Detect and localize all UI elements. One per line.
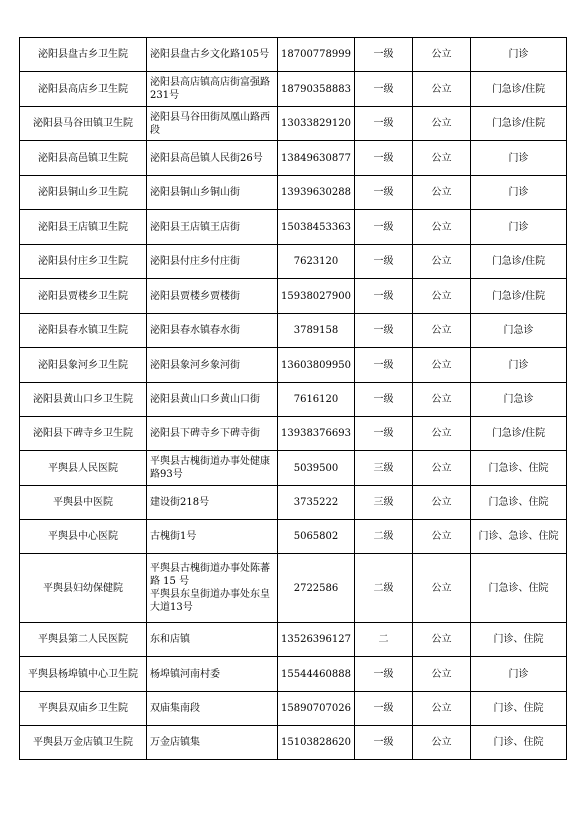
hospital-level: 一级 [373,49,394,60]
hospital-address-cell [147,348,278,383]
ownership-type-cell [413,314,471,348]
hospital-name: 平舆县杨埠镇中心卫生院 [28,668,138,680]
hospital-level: 一级 [373,703,394,714]
hospital-address-cell [147,417,278,451]
hospital-level-cell [355,38,413,72]
service-scope: 门诊 [508,359,529,371]
hospital-level: 二 [378,634,389,645]
hospital-name-cell [20,417,147,451]
service-scope-cell [471,657,567,692]
hospital-level-cell [355,314,413,348]
phone-number-cell [278,245,355,279]
hospital-address-cell [147,657,278,692]
hospital-address-cell [147,210,278,245]
hospital-level-cell [355,279,413,314]
phone-number: 3735222 [293,497,339,508]
phone-number-cell [278,554,355,623]
hospital-address: 双庙集南段 [150,703,200,714]
table-row [20,141,567,176]
hospital-level-cell [355,486,413,520]
phone-number-cell [278,38,355,72]
hospital-name: 平舆县妇幼保健院 [43,582,123,594]
hospital-address: 泌阳县王店镇王店街 [150,221,240,233]
hospital-name-cell [20,520,147,554]
hospital-address: 泌阳县高邑镇人民街26号 [150,152,263,164]
hospital-level: 一级 [373,737,394,748]
hospital-level-cell [355,554,413,623]
service-scope-cell [471,726,567,760]
phone-number-cell [278,107,355,141]
ownership-type: 公立 [431,152,452,164]
hospital-level: 一级 [373,221,394,233]
ownership-type-cell [413,38,471,72]
phone-number-cell [278,657,355,692]
hospital-address-cell [147,176,278,210]
phone-number-cell [278,176,355,210]
ownership-type-cell [413,520,471,554]
hospital-level: 一级 [373,83,394,95]
phone-number-cell [278,417,355,451]
hospital-level: 一级 [373,325,394,336]
hospital-name: 泌阳县高邑镇卫生院 [38,152,128,164]
ownership-type: 公立 [431,703,452,714]
service-scope: 门急诊、住院 [488,497,549,508]
phone-number: 15890707026 [281,703,351,714]
hospital-level: 一级 [373,152,394,164]
service-scope: 门急诊 [503,394,534,405]
service-scope: 门急诊/住院 [491,256,546,267]
phone-number-cell [278,348,355,383]
service-scope-cell [471,486,567,520]
hospital-level-cell [355,417,413,451]
hospital-address: 古槐街1号 [150,531,197,542]
hospital-address-cell [147,38,278,72]
hospital-name: 泌阳县马谷田镇卫生院 [33,118,133,129]
ownership-type-cell [413,107,471,141]
ownership-type: 公立 [431,221,452,233]
hospital-name: 泌阳县王店镇卫生院 [38,221,128,233]
hospital-level-cell [355,348,413,383]
hospital-name: 泌阳县下碑寺乡卫生院 [33,428,133,439]
hospital-name-cell [20,107,147,141]
table-row [20,623,567,657]
hospital-level: 二级 [373,582,394,594]
table-row [20,486,567,520]
service-scope: 门急诊/住院 [491,118,546,129]
ownership-type: 公立 [431,668,452,680]
ownership-type: 公立 [431,634,452,645]
hospital-address-cell [147,314,278,348]
hospital-address: 泌阳县春水镇春水街 [150,325,240,336]
service-scope: 门急诊、住院 [488,582,549,594]
ownership-type-cell [413,176,471,210]
table-row [20,210,567,245]
hospital-level-cell [355,451,413,486]
service-scope-cell [471,107,567,141]
hospital-name: 平舆县双庙乡卫生院 [38,703,128,714]
ownership-type: 公立 [431,462,452,474]
hospital-address-cell [147,554,278,623]
phone-number-cell [278,314,355,348]
ownership-type: 公立 [431,325,452,336]
ownership-type: 公立 [431,187,452,198]
hospital-name: 泌阳县盘古乡卫生院 [38,49,128,60]
service-scope-cell [471,383,567,417]
hospital-name-cell [20,210,147,245]
hospital-name-cell [20,245,147,279]
hospital-name-cell [20,623,147,657]
hospital-name: 泌阳县象河乡卫生院 [38,359,128,371]
hospital-level: 一级 [373,394,394,405]
table-row [20,726,567,760]
hospital-address-cell [147,486,278,520]
hospital-address: 平舆县古槐街道办事处健康路93号 [150,456,270,480]
hospital-name: 平舆县万金店镇卫生院 [33,737,133,748]
phone-number: 13033829120 [281,118,351,129]
phone-number-cell [278,726,355,760]
hospital-name-cell [20,72,147,107]
ownership-type-cell [413,279,471,314]
hospital-name: 平舆县第二人民医院 [38,634,128,645]
ownership-type-cell [413,451,471,486]
hospital-address-cell [147,726,278,760]
service-scope: 门诊 [508,668,529,680]
ownership-type: 公立 [431,359,452,371]
ownership-type: 公立 [431,118,452,129]
hospital-level-cell [355,210,413,245]
hospital-level-cell [355,623,413,657]
phone-number: 18790358883 [281,83,351,95]
ownership-type-cell [413,348,471,383]
table-row [20,314,567,348]
table-row [20,107,567,141]
table-row [20,417,567,451]
hospital-address-cell [147,692,278,726]
hospital-name: 泌阳县高店乡卫生院 [38,83,128,95]
hospital-address: 东和店镇 [150,634,190,645]
service-scope: 门急诊/住院 [491,428,546,439]
ownership-type: 公立 [431,582,452,594]
service-scope: 门急诊/住院 [491,83,546,95]
hospital-name: 泌阳县春水镇卫生院 [38,325,128,336]
table-row [20,657,567,692]
phone-number-cell [278,623,355,657]
ownership-type-cell [413,383,471,417]
hospital-level-cell [355,726,413,760]
hospital-address: 泌阳县高店镇高店街富强路231号 [150,77,270,101]
ownership-type: 公立 [431,49,452,60]
hospital-name-cell [20,692,147,726]
hospital-address-cell [147,245,278,279]
service-scope: 门诊 [508,221,529,233]
table-row [20,348,567,383]
hospital-address: 泌阳县下碑寺乡下碑寺街 [150,428,260,439]
table-row [20,245,567,279]
phone-number-cell [278,692,355,726]
hospital-level-cell [355,245,413,279]
service-scope-cell [471,451,567,486]
hospital-name-cell [20,38,147,72]
service-scope: 门诊、急诊、住院 [478,531,559,542]
hospital-name: 泌阳县付庄乡卫生院 [38,256,128,267]
hospital-level-cell [355,692,413,726]
phone-number-cell [278,279,355,314]
hospital-address-cell [147,383,278,417]
hospital-level-cell [355,383,413,417]
hospital-address: 泌阳县马谷田街凤凰山路西段 [150,111,270,136]
phone-number-cell [278,72,355,107]
hospital-name: 平舆县中心医院 [48,531,118,542]
service-scope-cell [471,245,567,279]
hospital-level-cell [355,141,413,176]
ownership-type: 公立 [431,531,452,542]
table-row [20,279,567,314]
hospital-address-cell [147,279,278,314]
phone-number: 15038453363 [281,221,351,233]
hospital-name-cell [20,486,147,520]
table-row [20,383,567,417]
hospital-name-cell [20,726,147,760]
hospital-address: 建设街218号 [150,497,210,508]
hospital-level: 一级 [373,256,394,267]
hospital-level: 一级 [373,118,394,129]
table-row [20,176,567,210]
hospital-level: 一级 [373,187,394,198]
phone-number: 13603809950 [281,359,351,371]
ownership-type-cell [413,692,471,726]
hospital-level: 一级 [373,290,394,302]
ownership-type: 公立 [431,83,452,95]
table-row [20,692,567,726]
hospital-address: 泌阳县铜山乡铜山街 [150,187,240,198]
hospital-name: 平舆县中医院 [53,497,113,508]
phone-number-cell [278,486,355,520]
ownership-type-cell [413,72,471,107]
hospital-name-cell [20,141,147,176]
phone-number: 7616120 [293,394,339,405]
phone-number: 15544460888 [281,668,351,680]
service-scope: 门诊 [508,49,529,60]
service-scope-cell [471,314,567,348]
hospital-level-cell [355,72,413,107]
service-scope: 门急诊 [503,325,534,336]
service-scope: 门诊、住院 [493,737,544,748]
ownership-type-cell [413,417,471,451]
service-scope-cell [471,279,567,314]
hospital-name: 泌阳县铜山乡卫生院 [38,187,128,198]
service-scope: 门诊、住院 [493,703,544,714]
hospital-address: 杨埠镇河南村委 [150,668,220,680]
hospital-name-cell [20,554,147,623]
hospital-address-cell [147,520,278,554]
phone-number: 5039500 [293,462,339,474]
table-row [20,38,567,72]
service-scope-cell [471,38,567,72]
service-scope-cell [471,210,567,245]
hospital-address-cell [147,623,278,657]
service-scope-cell [471,348,567,383]
hospital-address-cell [147,451,278,486]
hospital-address: 泌阳县黄山口乡黄山口街 [150,394,260,405]
table-row [20,520,567,554]
hospital-name-cell [20,451,147,486]
service-scope-cell [471,417,567,451]
phone-number-cell [278,210,355,245]
ownership-type-cell [413,141,471,176]
hospital-level: 三级 [373,497,394,508]
ownership-type-cell [413,657,471,692]
hospital-level-cell [355,657,413,692]
service-scope-cell [471,141,567,176]
ownership-type: 公立 [431,737,452,748]
hospital-address: 泌阳县象河乡象河街 [150,359,240,371]
phone-number: 2722586 [293,582,339,594]
hospital-name-cell [20,314,147,348]
hospital-level-cell [355,107,413,141]
ownership-type-cell [413,554,471,623]
ownership-type: 公立 [431,428,452,439]
hospital-address-cell [147,141,278,176]
hospital-name: 平舆县人民医院 [48,462,118,474]
service-scope: 门急诊、住院 [488,462,549,474]
table-row [20,554,567,623]
hospital-name-cell [20,657,147,692]
phone-number: 13849630877 [281,152,351,164]
hospital-name: 泌阳县贾楼乡卫生院 [38,290,128,302]
hospital-level-cell [355,176,413,210]
phone-number-cell [278,451,355,486]
ownership-type-cell [413,245,471,279]
table-body [20,38,567,760]
phone-number: 18700778999 [281,49,351,60]
phone-number: 7623120 [293,256,339,267]
ownership-type: 公立 [431,497,452,508]
service-scope-cell [471,692,567,726]
hospital-address-cell [147,107,278,141]
service-scope-cell [471,623,567,657]
hospital-address: 泌阳县贾楼乡贾楼街 [150,290,240,302]
hospital-address: 万金店镇集 [150,737,200,748]
hospital-level: 一级 [373,668,394,680]
hospital-level: 二级 [373,531,394,542]
ownership-type: 公立 [431,256,452,267]
ownership-type: 公立 [431,290,452,302]
service-scope: 门诊、住院 [493,634,544,645]
service-scope: 门诊 [508,152,529,164]
hospital-address: 泌阳县付庄乡付庄街 [150,256,240,267]
service-scope-cell [471,520,567,554]
phone-number: 3789158 [293,325,339,336]
hospital-level: 三级 [373,462,394,474]
table-row [20,451,567,486]
hospital-level: 一级 [373,359,394,371]
phone-number: 15103828620 [281,737,351,748]
service-scope: 门急诊/住院 [491,290,546,302]
ownership-type-cell [413,623,471,657]
phone-number: 13526396127 [281,634,351,645]
hospital-address-cell [147,72,278,107]
service-scope-cell [471,176,567,210]
hospital-level-cell [355,520,413,554]
ownership-type-cell [413,486,471,520]
hospital-level: 一级 [373,428,394,439]
table-row [20,72,567,107]
service-scope: 门诊 [508,187,529,198]
hospital-table [19,37,567,760]
ownership-type-cell [413,726,471,760]
hospital-name-cell [20,176,147,210]
hospital-address: 泌阳县盘古乡文化路105号 [150,49,270,60]
service-scope-cell [471,554,567,623]
phone-number: 13939630288 [281,187,351,198]
phone-number: 13938376693 [281,428,351,439]
hospital-address: 平舆县古槐街道办事处陈蕃路 15 号 平舆县东皇街道办事处东皇大道13号 [150,563,270,613]
hospital-name-cell [20,348,147,383]
ownership-type: 公立 [431,394,452,405]
phone-number-cell [278,141,355,176]
phone-number: 5065802 [293,531,339,542]
hospital-name-cell [20,383,147,417]
phone-number-cell [278,520,355,554]
phone-number: 15938027900 [281,290,351,302]
ownership-type-cell [413,210,471,245]
service-scope-cell [471,72,567,107]
phone-number-cell [278,383,355,417]
hospital-name-cell [20,279,147,314]
hospital-name: 泌阳县黄山口乡卫生院 [33,394,133,405]
